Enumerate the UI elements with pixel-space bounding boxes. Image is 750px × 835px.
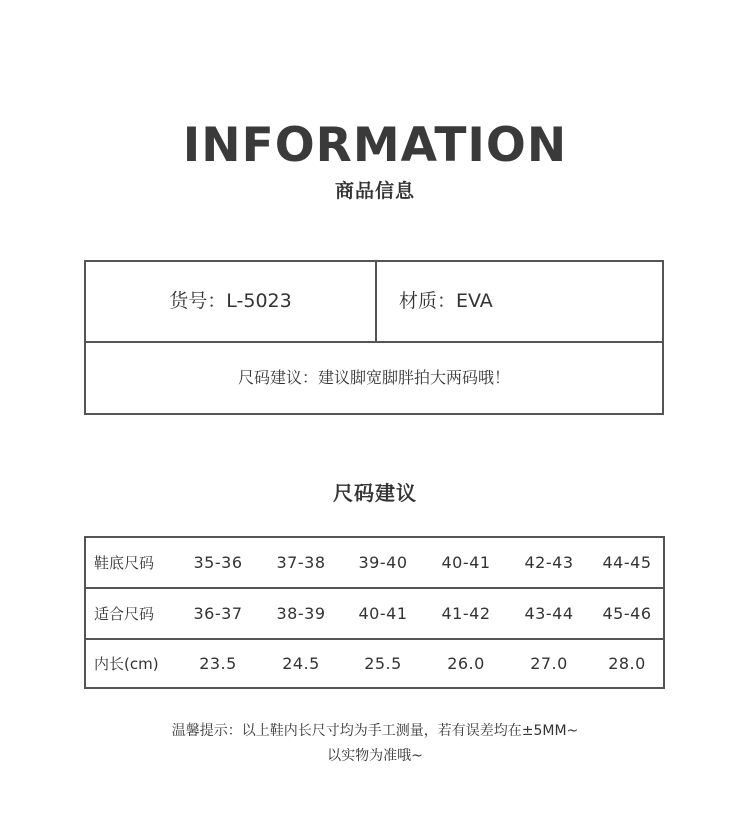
table-cell: 40-41 xyxy=(441,553,491,572)
table-cell: 38-39 xyxy=(276,604,326,623)
size-section-title: 尺码建议 xyxy=(333,481,417,505)
table-cell: 26.0 xyxy=(447,654,485,673)
row-label: 鞋底尺码 xyxy=(94,554,155,572)
table-cell: 35-36 xyxy=(193,553,243,572)
page-title: INFORMATION xyxy=(182,118,568,173)
table-cell: 27.0 xyxy=(530,654,568,673)
size-tip: 尺码建议：建议脚宽脚胖拍大两码哦！ xyxy=(237,368,510,387)
table-cell: 36-37 xyxy=(193,604,243,623)
table-row-inner-length xyxy=(86,640,663,687)
row-label: 内长(cm) xyxy=(94,655,159,673)
info-row-top xyxy=(86,262,662,343)
table-cell: 45-46 xyxy=(602,604,652,623)
table-cell: 41-42 xyxy=(441,604,491,623)
table-cell: 24.5 xyxy=(282,654,320,673)
table-cell: 40-41 xyxy=(358,604,408,623)
material: 材质：EVA xyxy=(399,290,493,312)
row-label: 适合尺码 xyxy=(94,605,155,623)
info-box xyxy=(84,260,664,415)
footer-note-line2: 以实物为准哦~ xyxy=(327,748,423,764)
table-cell: 44-45 xyxy=(602,553,652,572)
page-subtitle: 商品信息 xyxy=(334,180,415,202)
info-divider xyxy=(375,262,377,341)
table-cell: 37-38 xyxy=(276,553,326,572)
table-cell: 39-40 xyxy=(358,553,408,572)
item-number: 货号：L-5023 xyxy=(169,290,292,312)
table-cell: 43-44 xyxy=(524,604,574,623)
size-table xyxy=(84,536,665,689)
table-cell: 25.5 xyxy=(364,654,402,673)
table-cell: 28.0 xyxy=(608,654,646,673)
table-row-fit-size xyxy=(86,589,663,640)
table-row-sole-size xyxy=(86,538,663,589)
table-cell: 23.5 xyxy=(199,654,237,673)
footer-note-line1: 温馨提示：以上鞋内长尺寸均为手工测量，若有误差均在±5MM~ xyxy=(171,723,579,739)
table-cell: 42-43 xyxy=(524,553,574,572)
